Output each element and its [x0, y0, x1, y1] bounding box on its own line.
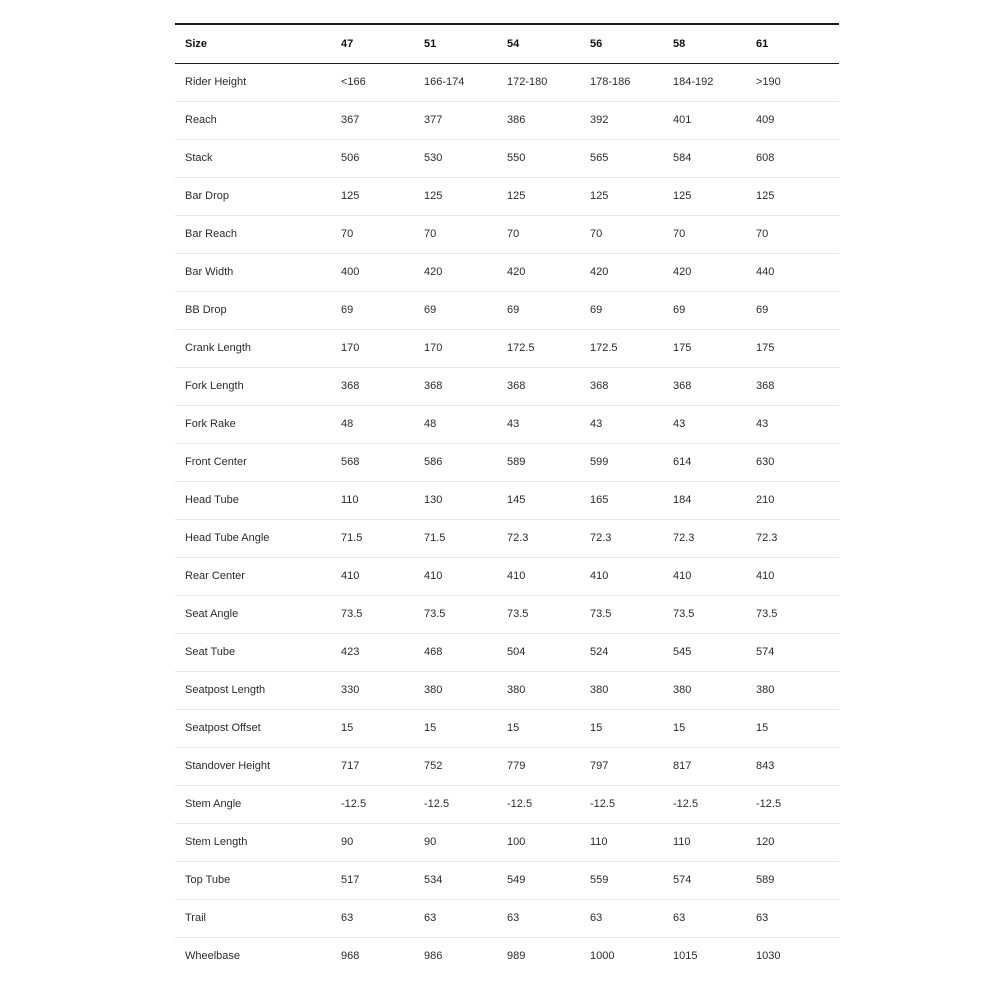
- table-cell: 90: [341, 836, 354, 848]
- table-cell: <166: [341, 76, 366, 88]
- row-label: Bar Drop: [185, 190, 230, 202]
- table-cell: 73.5: [756, 608, 778, 620]
- table-cell: 63: [507, 912, 520, 924]
- table-cell: 73.5: [424, 608, 446, 620]
- row-label: Wheelbase: [185, 950, 241, 963]
- table-cell: 100: [507, 836, 526, 848]
- table-cell: 184: [673, 494, 692, 506]
- table-cell: 574: [756, 646, 775, 658]
- table-row: [175, 101, 839, 139]
- table-cell: 69: [507, 304, 520, 316]
- table-cell: 172.5: [590, 342, 618, 354]
- table-cell: 392: [590, 114, 609, 126]
- table-cell: 166-174: [424, 76, 465, 88]
- table-cell: 817: [673, 760, 692, 772]
- table-cell: 380: [756, 684, 775, 696]
- table-cell: 63: [590, 912, 603, 924]
- table-cell: 125: [673, 190, 692, 202]
- geometry-table: [175, 23, 839, 975]
- table-cell: 368: [424, 380, 443, 392]
- table-cell: 380: [673, 684, 692, 696]
- table-row: [175, 253, 839, 291]
- table-cell: 110: [341, 494, 359, 506]
- table-cell: 145: [507, 494, 526, 506]
- table-cell: 368: [507, 380, 526, 392]
- table-row: [175, 443, 839, 481]
- table-cell: 69: [590, 304, 603, 316]
- table-cell: 69: [424, 304, 437, 316]
- table-cell: 380: [590, 684, 609, 696]
- table-cell: 630: [756, 456, 775, 468]
- table-cell: 367: [341, 114, 360, 126]
- table-cell: 589: [507, 456, 526, 468]
- table-cell: 70: [341, 228, 354, 240]
- table-cell: 409: [756, 114, 775, 126]
- table-cell: 1015: [673, 950, 698, 963]
- table-cell: 73.5: [673, 608, 695, 620]
- table-cell: 172-180: [507, 76, 548, 88]
- table-cell: 410: [424, 570, 443, 582]
- table-row: [175, 671, 839, 709]
- table-cell: 410: [673, 570, 692, 582]
- table-cell: 589: [756, 874, 775, 886]
- table-cell: 779: [507, 760, 526, 772]
- table-cell: 752: [424, 760, 443, 772]
- table-row: [175, 405, 839, 443]
- column-header-size-value: 47: [341, 37, 354, 50]
- table-row: [175, 481, 839, 519]
- table-row: [175, 519, 839, 557]
- table-cell: 110: [590, 836, 608, 848]
- table-cell: >190: [756, 76, 781, 88]
- table-cell: 70: [673, 228, 686, 240]
- table-cell: 545: [673, 646, 692, 658]
- table-cell: 410: [590, 570, 609, 582]
- table-cell: -12.5: [424, 798, 450, 810]
- table-cell: 70: [590, 228, 603, 240]
- table-cell: 72.3: [673, 532, 695, 544]
- table-cell: 130: [424, 494, 443, 506]
- table-cell: 1030: [756, 950, 781, 963]
- row-label: Stem Angle: [185, 798, 242, 810]
- table-row: [175, 63, 839, 101]
- table-cell: 70: [756, 228, 769, 240]
- row-label: Seatpost Offset: [185, 722, 261, 734]
- table-cell: 989: [507, 950, 526, 963]
- table-cell: 63: [673, 912, 686, 924]
- table-cell: -12.5: [673, 798, 699, 810]
- table-row: [175, 709, 839, 747]
- table-body: [175, 63, 839, 975]
- row-label: Head Tube: [185, 494, 239, 506]
- row-label: Stack: [185, 152, 213, 164]
- column-header-size-value: 58: [673, 37, 686, 50]
- row-label: Fork Length: [185, 380, 244, 392]
- row-label: Seat Angle: [185, 608, 239, 620]
- table-cell: 15: [590, 722, 603, 734]
- table-cell: 170: [424, 342, 443, 354]
- column-header-size-value: 61: [756, 37, 769, 50]
- table-row: [175, 747, 839, 785]
- table-cell: 968: [341, 950, 360, 963]
- table-cell: 568: [341, 456, 360, 468]
- table-cell: 125: [756, 190, 775, 202]
- table-cell: 15: [756, 722, 769, 734]
- column-header-size-value: 51: [424, 37, 437, 50]
- table-cell: 574: [673, 874, 692, 886]
- table-cell: 71.5: [341, 532, 363, 544]
- table-row: [175, 595, 839, 633]
- table-cell: 63: [424, 912, 437, 924]
- table-cell: 530: [424, 152, 443, 164]
- table-cell: 43: [673, 418, 686, 430]
- table-cell: 377: [424, 114, 443, 126]
- table-row: [175, 291, 839, 329]
- table-cell: 43: [590, 418, 603, 430]
- row-label: Fork Rake: [185, 418, 236, 430]
- row-label: Standover Height: [185, 760, 270, 772]
- table-row: [175, 139, 839, 177]
- table-cell: 63: [756, 912, 769, 924]
- table-cell: 71.5: [424, 532, 446, 544]
- row-label: Bar Width: [185, 266, 234, 278]
- table-row: [175, 633, 839, 671]
- table-cell: 717: [341, 760, 360, 772]
- table-row: [175, 861, 839, 899]
- table-cell: 586: [424, 456, 443, 468]
- table-cell: -12.5: [507, 798, 533, 810]
- row-label: Front Center: [185, 456, 247, 468]
- column-header-size-value: 56: [590, 37, 603, 50]
- table-cell: 175: [673, 342, 692, 354]
- table-cell: 175: [756, 342, 775, 354]
- table-cell: 48: [424, 418, 437, 430]
- table-row: [175, 937, 839, 975]
- table-cell: 73.5: [590, 608, 612, 620]
- row-label: Trail: [185, 912, 206, 924]
- table-cell: 90: [424, 836, 437, 848]
- table-cell: 368: [590, 380, 609, 392]
- table-cell: 986: [424, 950, 443, 963]
- row-label: Crank Length: [185, 342, 252, 354]
- table-cell: 125: [507, 190, 526, 202]
- table-cell: 380: [424, 684, 443, 696]
- row-label: BB Drop: [185, 304, 227, 316]
- table-row: [175, 329, 839, 367]
- table-cell: 15: [424, 722, 437, 734]
- row-label: Seatpost Length: [185, 684, 266, 696]
- table-row: [175, 215, 839, 253]
- table-cell: 534: [424, 874, 443, 886]
- table-row: [175, 177, 839, 215]
- table-cell: 420: [673, 266, 692, 278]
- table-cell: 517: [341, 874, 360, 886]
- table-cell: 165: [590, 494, 609, 506]
- table-row: [175, 557, 839, 595]
- table-cell: 43: [756, 418, 769, 430]
- row-label: Top Tube: [185, 874, 231, 886]
- table-cell: 420: [507, 266, 526, 278]
- table-cell: 608: [756, 152, 775, 164]
- table-cell: 110: [673, 836, 691, 848]
- table-cell: 420: [424, 266, 443, 278]
- table-cell: 401: [673, 114, 692, 126]
- table-cell: 15: [673, 722, 686, 734]
- table-cell: 72.3: [590, 532, 612, 544]
- row-label: Seat Tube: [185, 646, 236, 658]
- table-cell: 550: [507, 152, 526, 164]
- header-row: [175, 24, 839, 63]
- row-label: Rider Height: [185, 76, 247, 88]
- table-row: [175, 785, 839, 823]
- table-row: [175, 367, 839, 405]
- table-cell: 210: [756, 494, 775, 506]
- table-cell: 423: [341, 646, 360, 658]
- table-cell: 170: [341, 342, 360, 354]
- table-cell: 468: [424, 646, 443, 658]
- table-cell: 15: [507, 722, 520, 734]
- table-cell: 172.5: [507, 342, 535, 354]
- table-cell: 584: [673, 152, 692, 164]
- table-cell: 549: [507, 874, 526, 886]
- row-label: Bar Reach: [185, 228, 237, 240]
- table-cell: 125: [341, 190, 360, 202]
- table-cell: 599: [590, 456, 609, 468]
- table-cell: 440: [756, 266, 775, 278]
- table-cell: 559: [590, 874, 609, 886]
- table-cell: 368: [673, 380, 692, 392]
- row-label: Head Tube Angle: [185, 532, 270, 544]
- column-header-size: Size: [185, 37, 208, 50]
- table-cell: 184-192: [673, 76, 714, 88]
- table-cell: 420: [590, 266, 609, 278]
- table-cell: 48: [341, 418, 354, 430]
- table-cell: 125: [590, 190, 609, 202]
- table-cell: 73.5: [341, 608, 363, 620]
- table-cell: 1000: [590, 950, 615, 963]
- table-cell: 368: [341, 380, 360, 392]
- table-cell: 125: [424, 190, 443, 202]
- table-cell: 330: [341, 684, 360, 696]
- table-cell: 120: [756, 836, 775, 848]
- table-cell: 386: [507, 114, 526, 126]
- table-cell: 565: [590, 152, 609, 164]
- table-cell: 72.3: [507, 532, 529, 544]
- column-header-size-value: 54: [507, 37, 520, 50]
- table-cell: 504: [507, 646, 526, 658]
- table-cell: 15: [341, 722, 354, 734]
- table-cell: 69: [756, 304, 769, 316]
- table-cell: 410: [341, 570, 360, 582]
- table-cell: -12.5: [341, 798, 367, 810]
- table-cell: 380: [507, 684, 526, 696]
- table-row: [175, 823, 839, 861]
- table-cell: 70: [424, 228, 437, 240]
- table-cell: 63: [341, 912, 354, 924]
- table-cell: 70: [507, 228, 520, 240]
- table-cell: 73.5: [507, 608, 529, 620]
- table-cell: 69: [673, 304, 686, 316]
- table-cell: 614: [673, 456, 692, 468]
- table-cell: 72.3: [756, 532, 778, 544]
- table-cell: 368: [756, 380, 775, 392]
- table-row: [175, 899, 839, 937]
- table-cell: 797: [590, 760, 609, 772]
- table-header: [175, 24, 839, 63]
- table-cell: 506: [341, 152, 360, 164]
- table-cell: 43: [507, 418, 520, 430]
- table-cell: 843: [756, 760, 775, 772]
- table-cell: 524: [590, 646, 609, 658]
- row-label: Rear Center: [185, 570, 245, 582]
- row-label: Stem Length: [185, 836, 248, 848]
- table-cell: 410: [756, 570, 775, 582]
- row-label: Reach: [185, 114, 217, 126]
- table-cell: -12.5: [756, 798, 782, 810]
- table-cell: 400: [341, 266, 360, 278]
- table-cell: 178-186: [590, 76, 631, 88]
- table-cell: 410: [507, 570, 526, 582]
- table-cell: -12.5: [590, 798, 616, 810]
- table-cell: 69: [341, 304, 354, 316]
